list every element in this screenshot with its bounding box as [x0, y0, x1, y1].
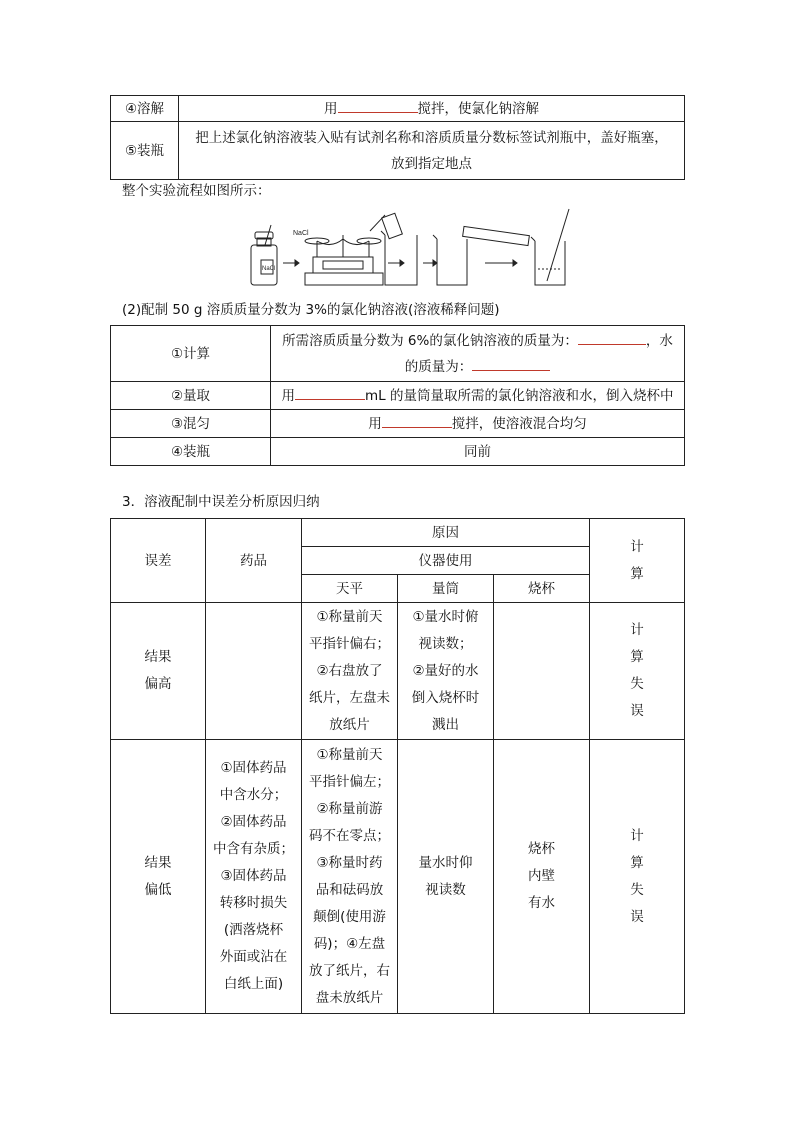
row-high-cylinder: ①量水时俯 视读数； ②量好的水 倒入烧杯时 溅出 — [398, 603, 494, 740]
header-cylinder: 量筒 — [398, 575, 494, 603]
step-bottle2-text: 同前 — [271, 438, 685, 466]
step-measure-label: ②量取 — [111, 382, 271, 410]
graduated-cylinder-icon — [463, 226, 530, 245]
header-calc: 计 算 — [590, 519, 685, 603]
error-analysis-table — [110, 518, 685, 1014]
row-low-drug: ①固体药品 中含水分； ②固体药品 中含有杂质； ③固体药品 转移时损失 (洒落烧杯 外面或沾在 白纸上面) — [206, 740, 302, 1014]
flow-caption: 整个实验流程如图所示： — [122, 183, 271, 199]
header-drug: 药品 — [206, 519, 302, 603]
svg-text:NaCl: NaCl — [293, 230, 309, 237]
step-measure-text: 用 mL 的量筒量取所需的氯化钠溶液和水，倒入烧杯中 — [271, 382, 685, 410]
row-low-beaker: 烧杯 内壁 有水 — [494, 740, 590, 1014]
row-low-balance: ①称量前天 平指针偏左； ②称量前游 码不在零点； ③称量时药 品和砝码放 颠倒(使用游 码)；④左盘 放了纸片，右 盘未放纸片 — [302, 740, 398, 1014]
header-instrument: 仪器使用 — [302, 547, 590, 575]
step-dissolve-text: 用 搅拌，使氯化钠溶解 — [179, 96, 685, 122]
beaker-icon-3 — [531, 209, 569, 285]
row-low-label: 结果 偏低 — [111, 740, 206, 1014]
row-high-drug — [206, 603, 302, 740]
row-high-calc: 计 算 失 误 — [590, 603, 685, 740]
dissolve-table — [110, 95, 685, 180]
header-reason: 原因 — [302, 519, 590, 547]
row-high-beaker — [494, 603, 590, 740]
section3-title: 3．溶液配制中误差分析原因归纳 — [122, 494, 320, 510]
reagent-bottle-icon — [251, 225, 277, 285]
step-bottle2-label: ④装瓶 — [111, 438, 271, 466]
step-mix-label: ③混匀 — [111, 410, 271, 438]
blank-cylinder-volume[interactable] — [295, 385, 365, 400]
row-low-cylinder: 量水时仰 视读数 — [398, 740, 494, 1014]
row-high-balance: ①称量前天 平指针偏右； ②右盘放了 纸片，左盘未 放纸片 — [302, 603, 398, 740]
step-calc-text: 所需溶质质量分数为 6%的氯化钠溶液的质量为： ，水 的质量为： — [271, 326, 685, 382]
header-error: 误差 — [111, 519, 206, 603]
step-mix-text: 用 搅拌，使溶液混合均匀 — [271, 410, 685, 438]
blank-mix-tool[interactable] — [382, 413, 452, 428]
beaker-icon-1 — [381, 213, 417, 285]
row-high-label: 结果 偏高 — [111, 603, 206, 740]
svg-text:NaCl: NaCl — [262, 266, 276, 272]
step-bottle-label: ⑤装瓶 — [111, 122, 179, 180]
step-dissolve-label: ④溶解 — [111, 96, 179, 122]
blank-dissolve-tool[interactable] — [338, 98, 418, 113]
blank-solution-mass[interactable] — [578, 330, 646, 345]
experiment-flow-figure — [245, 205, 575, 291]
balance-icon — [305, 235, 383, 285]
beaker-icon-2 — [433, 235, 467, 285]
section2-title: (2)配制 50 g 溶质质量分数为 3%的氯化钠溶液(溶液稀释问题) — [122, 302, 500, 318]
dilution-table — [110, 325, 685, 466]
row-low-calc: 计 算 失 误 — [590, 740, 685, 1014]
blank-water-mass[interactable] — [472, 356, 550, 371]
step-bottle-text: 把上述氯化钠溶液装入贴有试剂名称和溶质质量分数标签试剂瓶中，盖好瓶塞， 放到指定地点 — [179, 122, 685, 180]
header-balance: 天平 — [302, 575, 398, 603]
header-beaker: 烧杯 — [494, 575, 590, 603]
step-calc-label: ①计算 — [111, 326, 271, 382]
